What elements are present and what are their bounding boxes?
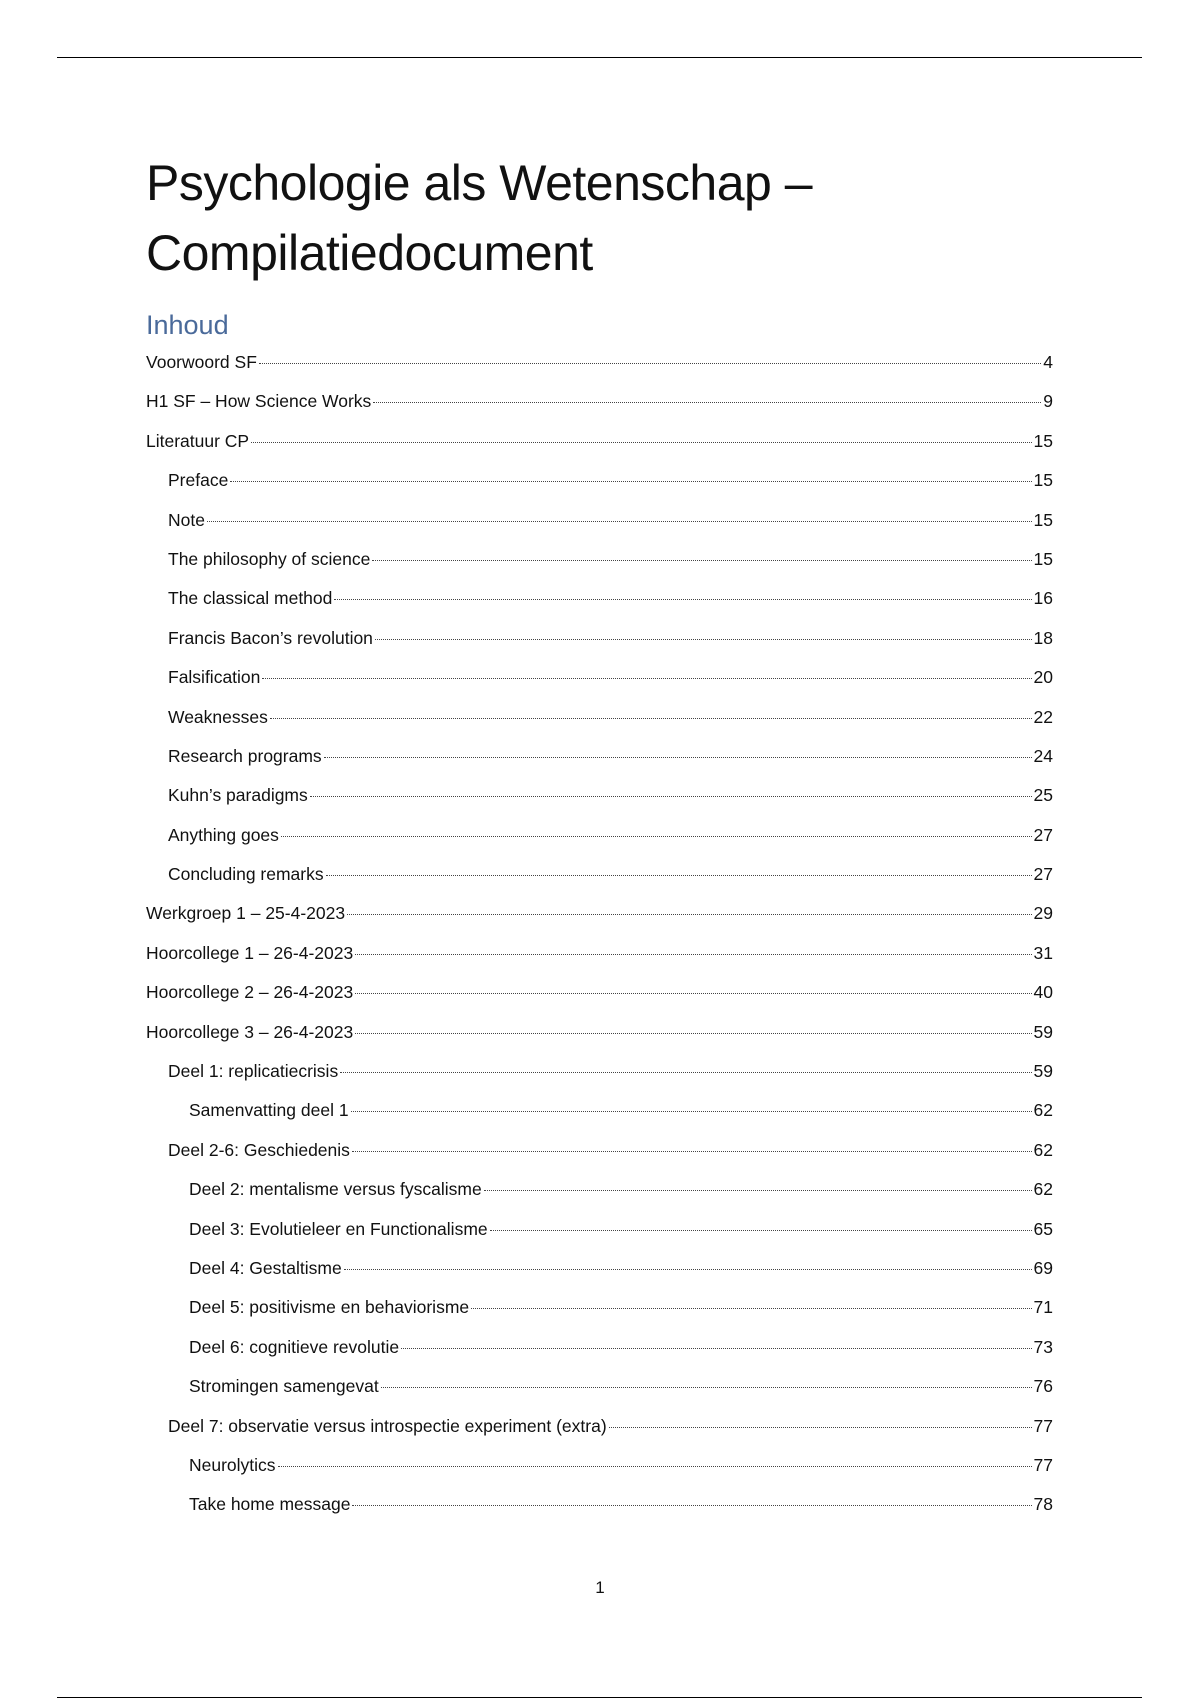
toc-dot-leader: [352, 1505, 1031, 1506]
toc-entry[interactable]: [146, 855, 1053, 894]
toc-entry-page-number[interactable]: 62: [1033, 1179, 1053, 1200]
toc-entry-page-number[interactable]: 31: [1033, 942, 1053, 963]
toc-entry-page-number[interactable]: 29: [1033, 903, 1053, 924]
toc-entry[interactable]: [146, 934, 1053, 973]
toc-entry-label[interactable]: Concluding remarks: [168, 864, 324, 885]
toc-entry-label[interactable]: Weaknesses: [168, 706, 268, 727]
toc-entry[interactable]: [146, 461, 1053, 500]
toc-entry-page-number[interactable]: 62: [1033, 1100, 1053, 1121]
toc-entry[interactable]: [146, 540, 1053, 579]
toc-entry[interactable]: [146, 1013, 1053, 1052]
toc-dot-leader: [281, 836, 1032, 837]
toc-entry-page-number[interactable]: 27: [1033, 824, 1053, 845]
toc-entry-page-number[interactable]: 15: [1033, 430, 1053, 451]
document-title-line-1: Psychologie als Wetenschap –: [146, 155, 813, 211]
toc-dot-leader: [372, 560, 1031, 561]
toc-entry-page-number[interactable]: 4: [1043, 352, 1053, 372]
toc-entry-label[interactable]: Preface: [168, 470, 229, 491]
toc-entry-page-number[interactable]: 9: [1043, 391, 1053, 412]
toc-entry-label[interactable]: Deel 2-6: Geschiedenis: [168, 1139, 350, 1160]
toc-heading: Inhoud: [146, 310, 229, 340]
toc-entry-page-number[interactable]: 16: [1033, 588, 1053, 609]
toc-entry-label[interactable]: Hoorcollege 2 – 26-4-2023: [146, 982, 354, 1003]
toc-entry-label[interactable]: H1 SF – How Science Works: [146, 391, 372, 412]
toc-dot-leader: [278, 1466, 1032, 1467]
toc-entry-page-number[interactable]: 22: [1033, 706, 1053, 727]
toc-entry[interactable]: [146, 1170, 1053, 1209]
toc-entry[interactable]: [146, 343, 1053, 382]
toc-dot-leader: [259, 363, 1041, 364]
toc-entry-page-number[interactable]: 65: [1033, 1218, 1053, 1239]
toc-dot-leader: [344, 1269, 1032, 1270]
toc-entry[interactable]: [146, 1091, 1053, 1130]
toc-dot-leader: [207, 521, 1032, 522]
toc-entry-label[interactable]: Deel 7: observatie versus introspectie experiment (extra): [168, 1415, 607, 1436]
toc-entry-label[interactable]: Anything goes: [168, 824, 279, 845]
toc-entry-label[interactable]: Falsification: [168, 667, 261, 688]
toc-entry-label[interactable]: Deel 4: Gestaltisme: [189, 1257, 342, 1278]
toc-entry-label[interactable]: The philosophy of science: [168, 548, 371, 569]
toc-entry[interactable]: [146, 1249, 1053, 1288]
toc-entry-page-number[interactable]: 18: [1033, 627, 1053, 648]
toc-entry-page-number[interactable]: 77: [1033, 1454, 1053, 1475]
toc-dot-leader: [324, 757, 1032, 758]
toc-entry-label[interactable]: Kuhn’s paradigms: [168, 785, 308, 806]
toc-entry[interactable]: [146, 619, 1053, 658]
toc-entry[interactable]: [146, 382, 1053, 421]
toc-dot-leader: [230, 481, 1031, 482]
toc-dot-leader: [373, 402, 1041, 403]
toc-entry-page-number[interactable]: 59: [1033, 1021, 1053, 1042]
toc-dot-leader: [609, 1427, 1032, 1428]
toc-entry-label[interactable]: Hoorcollege 1 – 26-4-2023: [146, 942, 354, 963]
toc-dot-leader: [270, 718, 1032, 719]
toc-entry-label[interactable]: Deel 6: cognitieve revolutie: [189, 1336, 400, 1357]
toc-entry-label[interactable]: Samenvatting deel 1: [189, 1100, 349, 1121]
toc-entry[interactable]: [146, 894, 1053, 933]
toc-dot-leader: [381, 1387, 1032, 1388]
toc-entry-label[interactable]: Deel 3: Evolutieleer en Functionalisme: [189, 1218, 488, 1239]
toc-entry-label[interactable]: Voorwoord SF: [146, 352, 257, 372]
toc-entry-label[interactable]: Note: [168, 509, 205, 530]
toc-dot-leader: [251, 442, 1031, 443]
toc-entry-page-number[interactable]: 77: [1033, 1415, 1053, 1436]
toc-entry[interactable]: [146, 1210, 1053, 1249]
footer-rule: [57, 1697, 1142, 1698]
toc-entry[interactable]: [146, 658, 1053, 697]
toc-entry[interactable]: [146, 579, 1053, 618]
toc-entry-page-number[interactable]: 15: [1033, 548, 1053, 569]
toc-entry-label[interactable]: Take home message: [189, 1494, 351, 1515]
toc-entry-label[interactable]: The classical method: [168, 588, 333, 609]
toc-entry-label[interactable]: Literatuur CP: [146, 430, 250, 451]
toc-entry-label[interactable]: Neurolytics: [189, 1454, 276, 1475]
toc-entry-page-number[interactable]: 25: [1033, 785, 1053, 806]
toc-entry-label[interactable]: Francis Bacon’s revolution: [168, 627, 373, 648]
toc-entry-page-number[interactable]: 15: [1033, 470, 1053, 491]
toc-dot-leader: [334, 599, 1031, 600]
toc-entry[interactable]: [146, 737, 1053, 776]
toc-dot-leader: [347, 914, 1031, 915]
toc-entry[interactable]: [146, 501, 1053, 540]
toc-entry[interactable]: [146, 1288, 1053, 1327]
toc-entry[interactable]: [146, 1328, 1053, 1367]
page-number: 1: [595, 1578, 605, 1597]
toc-entry-label[interactable]: Hoorcollege 3 – 26-4-2023: [146, 1021, 354, 1042]
toc-entry-page-number[interactable]: 24: [1033, 745, 1053, 766]
toc-entry-page-number[interactable]: 78: [1033, 1494, 1053, 1515]
toc-entry[interactable]: [146, 1052, 1053, 1091]
toc-entry-page-number[interactable]: 15: [1033, 509, 1053, 530]
toc-entry[interactable]: [146, 422, 1053, 461]
document-title: [146, 148, 1096, 288]
toc-entry-page-number[interactable]: 59: [1033, 1061, 1053, 1082]
toc-entry[interactable]: [146, 816, 1053, 855]
toc-dot-leader: [262, 678, 1031, 679]
toc-entry-page-number[interactable]: 71: [1033, 1297, 1053, 1318]
toc-entry-page-number[interactable]: 76: [1033, 1376, 1053, 1397]
toc-entry[interactable]: [146, 1446, 1053, 1485]
toc-entry-label[interactable]: Deel 5: positivisme en behaviorisme: [189, 1297, 470, 1318]
toc-dot-leader: [490, 1230, 1032, 1231]
toc-dot-leader: [484, 1190, 1032, 1191]
toc-entry[interactable]: [146, 1131, 1053, 1170]
toc-dot-leader: [340, 1072, 1031, 1073]
toc-entry-label[interactable]: Deel 2: mentalisme versus fyscalisme: [189, 1179, 482, 1200]
toc-dot-leader: [326, 875, 1032, 876]
document-title-line-2: Compilatiedocument: [146, 225, 593, 281]
toc-entry-page-number[interactable]: 40: [1033, 982, 1053, 1003]
toc-entry-page-number[interactable]: 27: [1033, 864, 1053, 885]
toc-entry[interactable]: [146, 1367, 1053, 1406]
header-rule: [57, 57, 1142, 58]
toc-entry[interactable]: [146, 776, 1053, 815]
table-of-contents: [146, 343, 1053, 1525]
toc-dot-leader: [310, 796, 1032, 797]
toc-entry-page-number[interactable]: 20: [1033, 667, 1053, 688]
toc-entry-page-number[interactable]: 62: [1033, 1139, 1053, 1160]
toc-dot-leader: [375, 639, 1032, 640]
toc-dot-leader: [471, 1308, 1031, 1309]
toc-dot-leader: [401, 1348, 1031, 1349]
toc-dot-leader: [355, 993, 1031, 994]
toc-dot-leader: [355, 954, 1031, 955]
toc-dot-leader: [355, 1033, 1031, 1034]
toc-entry[interactable]: [146, 698, 1053, 737]
toc-entry-label[interactable]: Deel 1: replicatiecrisis: [168, 1061, 339, 1082]
toc-entry-page-number[interactable]: 69: [1033, 1257, 1053, 1278]
toc-dot-leader: [352, 1151, 1032, 1152]
toc-entry-label[interactable]: Werkgroep 1 – 25-4-2023: [146, 903, 346, 924]
toc-entry[interactable]: [146, 1485, 1053, 1524]
toc-entry-label[interactable]: Research programs: [168, 745, 322, 766]
toc-entry-page-number[interactable]: 73: [1033, 1336, 1053, 1357]
toc-entry[interactable]: [146, 973, 1053, 1012]
toc-dot-leader: [351, 1111, 1032, 1112]
toc-entry-label[interactable]: Stromingen samengevat: [189, 1376, 379, 1397]
toc-entry[interactable]: [146, 1407, 1053, 1446]
